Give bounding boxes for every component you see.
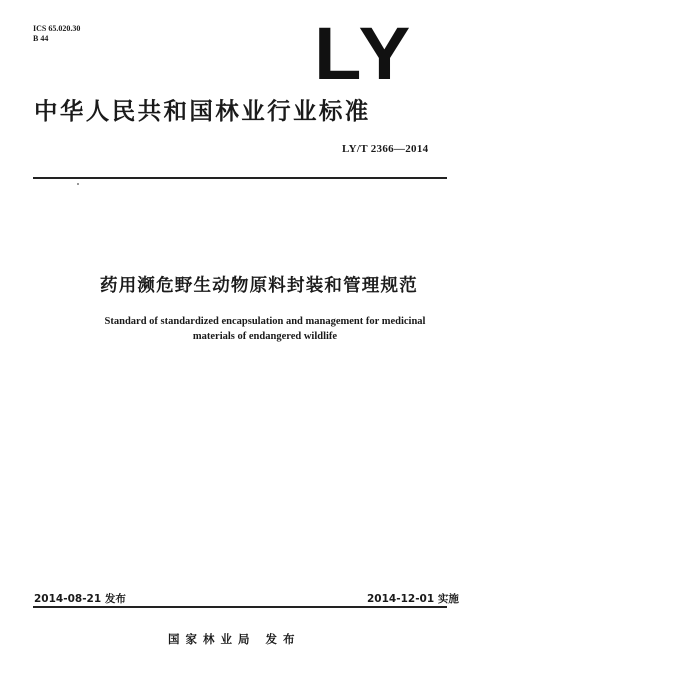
classification-codes — [33, 24, 80, 44]
document-title-en-line2: materials of endangered wildlife — [192, 331, 338, 342]
ly-logo: LY — [314, 12, 415, 95]
standard-number: LY/T 2366—2014 — [342, 143, 429, 155]
publisher — [168, 631, 301, 647]
standard-category-title: 中华人民共和国林业行业标准 — [34, 97, 371, 125]
class-code: B 44 — [33, 34, 49, 43]
implementation-date: 2014-12-01 实施 — [367, 593, 459, 605]
publisher-name: 国家林业局 — [168, 632, 256, 646]
document-title-en-line1: Standard of standardized encapsulation and management for medicinal — [104, 316, 426, 327]
issue-date: 2014-08-21 发布 — [34, 593, 126, 605]
ics-code: ICS 65.020.30 — [33, 24, 81, 33]
document-title-cn: 药用濒危野生动物原料封装和管理规范 — [100, 276, 418, 296]
document-title-en — [50, 314, 480, 344]
top-divider — [33, 177, 447, 179]
publish-action: 发布 — [265, 632, 301, 646]
scan-speck — [77, 183, 79, 185]
bottom-divider — [33, 606, 447, 608]
